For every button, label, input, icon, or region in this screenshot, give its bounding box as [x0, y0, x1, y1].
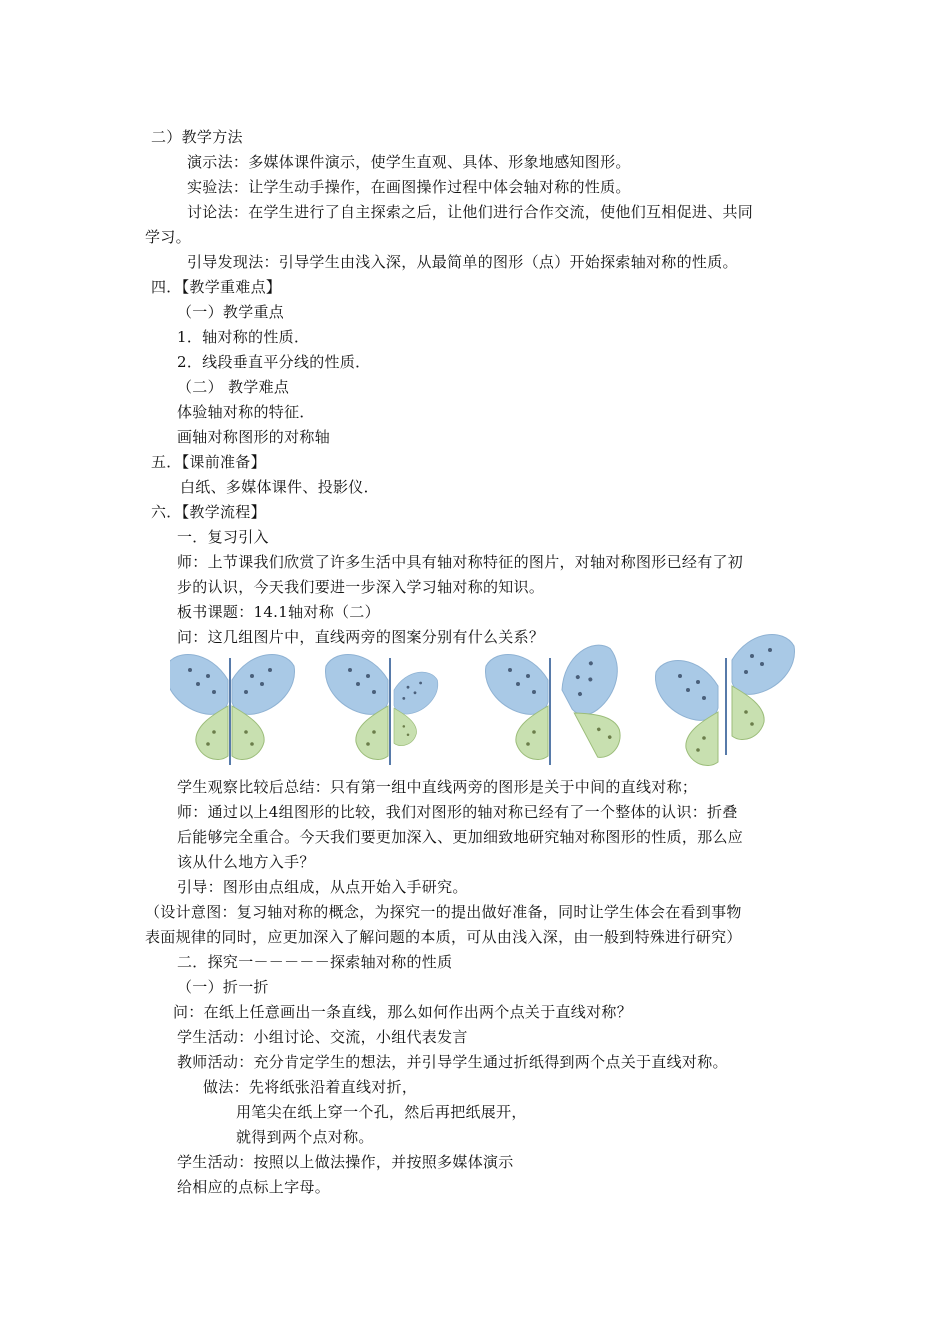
- method-experiment: 实验法：让学生动手操作，在画图操作过程中体会轴对称的性质。: [187, 178, 631, 196]
- method-step-3: 就得到两个点对称。: [236, 1128, 374, 1146]
- guide: 引导：图形由点组成，从点开始入手研究。: [177, 878, 468, 896]
- teacher-intro-line1: 师：上节课我们欣赏了许多生活中具有轴对称特征的图片，对轴对称图形已经有了初: [177, 553, 744, 571]
- butterfly-group-2: [325, 654, 437, 765]
- student-activity-2a: 学生活动：按照以上做法操作，并按照多媒体演示: [177, 1153, 514, 1171]
- key-item-1: 1．轴对称的性质．: [177, 328, 310, 346]
- student-activity-1: 学生活动：小组讨论、交流，小组代表发言: [177, 1028, 468, 1046]
- key-points-heading: 四．【教学重难点】: [151, 278, 282, 296]
- butterfly-group-3: [485, 638, 654, 765]
- teacher-activity: 教师活动：充分肯定学生的想法，并引导学生通过折纸得到两个点关于直线对称。: [177, 1053, 728, 1071]
- butterfly-group-1: [170, 654, 295, 765]
- question: 问：这几组图片中，直线两旁的图案分别有什么关系？: [177, 628, 545, 646]
- fold-heading: （一）折一折: [177, 978, 269, 996]
- key-item-2: 2．线段垂直平分线的性质．: [177, 353, 371, 371]
- flow-heading: 六．【教学流程】: [151, 503, 266, 521]
- difficulty-heading: （二） 教学难点: [177, 378, 290, 396]
- teacher-intro-line2: 步的认识，今天我们要进一步深入学习轴对称的知识。: [177, 578, 545, 596]
- preparation-heading: 五．【课前准备】: [151, 453, 266, 471]
- method-discussion-line2: 学习。: [145, 228, 191, 246]
- butterfly-figure: [170, 630, 810, 770]
- design-intent-line1: （设计意图：复习轴对称的概念，为探究一的提出做好准备，同时让学生体会在看到事物: [145, 903, 742, 921]
- teacher-line-a: 师：通过以上4组图形的比较，我们对图形的轴对称已经有了一个整体的认识：折叠: [177, 803, 738, 821]
- methods-heading: 二）教学方法: [151, 128, 243, 146]
- method-step-1: 做法：先将纸张沿着直线对折，: [203, 1078, 418, 1096]
- preparation-items: 白纸、多媒体课件、投影仪．: [180, 478, 379, 496]
- difficulty-item-1: 体验轴对称的特征．: [177, 403, 315, 421]
- review-heading: 一．复习引入: [177, 528, 269, 546]
- method-guided: 引导发现法：引导学生由浅入深，从最简单的图形（点）开始探索轴对称的性质。: [187, 253, 738, 271]
- method-step-2: 用笔尖在纸上穿一个孔，然后再把纸展开，: [236, 1103, 527, 1121]
- fold-question: 问：在纸上任意画出一条直线，那么如何作出两个点关于直线对称？: [173, 1003, 633, 1021]
- teacher-line-b: 后能够完全重合。今天我们要更加深入、更加细致地研究轴对称图形的性质，那么应: [177, 828, 744, 846]
- student-activity-2b: 给相应的点标上字母。: [177, 1178, 331, 1196]
- butterfly-group-4: [655, 634, 794, 765]
- student-summary: 学生观察比较后总结：只有第一组中直线两旁的图形是关于中间的直线对称；: [177, 778, 698, 796]
- board-title: 板书课题：14.1轴对称（二）: [177, 603, 380, 621]
- teacher-line-c: 该从什么地方入手？: [177, 853, 315, 871]
- difficulty-item-2: 画轴对称图形的对称轴: [177, 428, 331, 446]
- method-demo: 演示法：多媒体课件演示，使学生直观、具体、形象地感知图形。: [187, 153, 631, 171]
- key-heading: （一）教学重点: [177, 303, 285, 321]
- explore-heading: 二．探究一－－－－－探索轴对称的性质: [177, 953, 453, 971]
- design-intent-line2: 表面规律的同时，应更加深入了解问题的本质，可从由浅入深，由一般到特殊进行研究）: [145, 928, 742, 946]
- method-discussion-line1: 讨论法：在学生进行了自主探索之后，让他们进行合作交流，使他们互相促进、共同: [187, 203, 754, 221]
